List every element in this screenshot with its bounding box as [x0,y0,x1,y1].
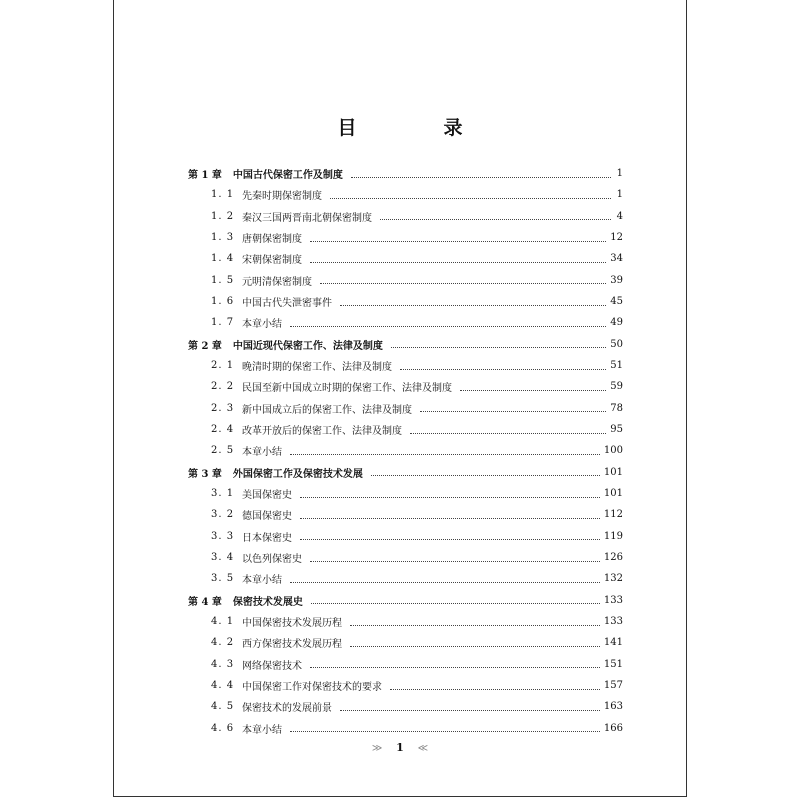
toc-entry-title: 改革开放后的保密工作、法律及制度 [242,426,402,438]
toc-section-entry[interactable] [188,504,623,525]
toc-section-entry[interactable] [188,696,623,717]
toc-entry-page: 166 [603,722,623,734]
toc-section-entry[interactable] [188,184,623,205]
toc-entry-page: 119 [603,530,623,542]
toc-chapter-entry[interactable] [188,590,623,611]
toc-entry-number: 第 1 章 [188,170,222,182]
toc-entry-title: 本章小结 [242,575,282,587]
toc-entry-number: 4. 6 [211,722,235,734]
dot-leader [350,645,600,647]
toc-entry-number: 1. 3 [211,232,235,244]
toc-section-entry[interactable] [188,355,623,376]
dot-leader [391,346,606,348]
toc-entry-page: 126 [603,552,623,564]
toc-entry-title: 保密技术发展史 [232,596,303,608]
toc-entry-page: 133 [603,594,623,606]
dot-leader [460,389,606,391]
toc-section-entry[interactable] [188,568,623,589]
toc-entry-number: 2. 4 [211,424,235,436]
toc-section-entry[interactable] [188,312,623,333]
toc-entry-number: 1. 4 [211,253,235,265]
toc-entry-page: 50 [610,338,623,350]
toc-section-entry[interactable] [188,632,623,653]
dot-leader [310,240,606,242]
toc-entry-number: 4. 3 [211,658,235,670]
dot-leader [311,602,600,604]
dot-leader [310,560,600,562]
toc-entry-number: 2. 3 [211,402,235,414]
toc-entry-title: 中国保密工作对保密技术的要求 [242,682,382,694]
toc-entry-title: 西方保密技术发展历程 [242,639,342,651]
toc-entry-title: 新中国成立后的保密工作、法律及制度 [242,404,412,416]
toc-section-entry[interactable] [188,419,623,440]
toc-entry-number: 1. 1 [211,189,235,201]
toc-entry-title: 德国保密史 [242,511,292,523]
toc-entry-title: 先秦时期保密制度 [242,191,322,203]
toc-entry-page: 163 [603,701,623,713]
toc-entry-page: 95 [610,424,623,436]
dot-leader [380,218,611,220]
toc-chapter-entry[interactable] [188,334,623,355]
toc-entry-page: 1 [616,168,623,180]
dot-leader [340,304,606,306]
toc-section-entry[interactable] [188,611,623,632]
toc-entry-number: 3. 5 [211,573,235,585]
toc-entry-page: 4 [616,210,623,222]
dot-leader [290,730,600,732]
toc-entry-page: 34 [610,253,623,265]
toc-entry-title: 宋朝保密制度 [242,255,302,267]
toc-section-entry[interactable] [188,206,623,227]
toc-entry-page: 1 [616,189,623,201]
toc-entry-page: 78 [610,402,623,414]
toc-entry-title: 中国古代失泄密事件 [242,298,332,310]
dot-leader [310,666,600,668]
toc-entry-page: 45 [610,296,623,308]
toc-entry-page: 101 [603,488,623,500]
toc-entry-number: 1. 7 [211,317,235,329]
toc-entry-page: 39 [610,274,623,286]
toc-section-entry[interactable] [188,248,623,269]
dot-leader [310,261,606,263]
toc-entry-number: 3. 2 [211,509,235,521]
toc-entry-number: 3. 1 [211,488,235,500]
dot-leader [410,432,606,434]
toc-entry-title: 保密技术的发展前景 [242,703,332,715]
toc-entry-page: 132 [603,573,623,585]
dot-leader [320,282,606,284]
toc-entry-title: 中国近现代保密工作、法律及制度 [232,340,383,352]
toc-section-entry[interactable] [188,654,623,675]
toc-chapter-entry[interactable] [188,163,623,184]
toc-entry-number: 1. 5 [211,274,235,286]
footer-left-ornament: ≫ [371,743,383,754]
toc-entry-page: 100 [603,445,623,457]
toc-entry-title: 民国至新中国成立时期的保密工作、法律及制度 [242,383,452,395]
toc-section-entry[interactable] [188,227,623,248]
table-of-contents [188,163,623,739]
toc-entry-title: 唐朝保密制度 [242,234,302,246]
dot-leader [300,496,600,498]
toc-entry-title: 元明清保密制度 [242,276,312,288]
toc-entry-number: 1. 6 [211,296,235,308]
toc-entry-number: 第 2 章 [188,340,222,352]
dot-leader [390,688,600,690]
dot-leader [300,517,600,519]
page-title: 目 录 [337,117,497,139]
toc-section-entry[interactable] [188,398,623,419]
toc-section-entry[interactable] [188,483,623,504]
toc-entry-number: 第 3 章 [188,468,222,480]
toc-entry-page: 51 [610,360,623,372]
toc-section-entry[interactable] [188,718,623,739]
toc-entry-title: 以色列保密史 [242,554,302,566]
dot-leader [300,538,600,540]
toc-entry-number: 2. 1 [211,360,235,372]
toc-entry-number: 4. 1 [211,616,235,628]
toc-entry-title: 晚清时期的保密工作、法律及制度 [242,362,392,374]
dot-leader [290,325,606,327]
toc-entry-number: 第 4 章 [188,596,222,608]
dot-leader [330,197,611,199]
toc-entry-page: 157 [603,680,623,692]
toc-entry-number: 3. 4 [211,552,235,564]
toc-section-entry[interactable] [188,291,623,312]
toc-entry-number: 3. 3 [211,530,235,542]
toc-entry-title: 本章小结 [242,319,282,331]
dot-leader [351,176,611,178]
toc-entry-title: 中国古代保密工作及制度 [232,170,343,182]
toc-entry-page: 59 [610,381,623,393]
dot-leader [371,474,600,476]
dot-leader [350,624,600,626]
toc-section-entry[interactable] [188,376,623,397]
dot-leader [290,581,600,583]
toc-entry-title: 网络保密技术 [242,660,302,672]
page-number: 1 [396,741,404,754]
dot-leader [340,709,600,711]
toc-entry-number: 1. 2 [211,210,235,222]
toc-entry-page: 151 [603,658,623,670]
toc-entry-title: 外国保密工作及保密技术发展 [232,468,363,480]
toc-entry-page: 101 [603,466,623,478]
dot-leader [420,410,606,412]
toc-entry-number: 2. 5 [211,445,235,457]
toc-entry-page: 12 [610,232,623,244]
toc-entry-title: 中国保密技术发展历程 [242,618,342,630]
toc-entry-page: 141 [603,637,623,649]
toc-entry-title: 本章小结 [242,447,282,459]
page-footer [0,741,800,754]
toc-entry-page: 112 [603,509,623,521]
toc-section-entry[interactable] [188,547,623,568]
toc-entry-page: 49 [610,317,623,329]
dot-leader [290,453,600,455]
toc-entry-page: 133 [603,616,623,628]
toc-section-entry[interactable] [188,440,623,461]
toc-entry-title: 日本保密史 [242,532,292,544]
toc-entry-number: 4. 4 [211,680,235,692]
toc-entry-number: 4. 5 [211,701,235,713]
dot-leader [400,368,606,370]
toc-entry-title: 本章小结 [242,724,282,736]
toc-entry-number: 2. 2 [211,381,235,393]
toc-entry-title: 秦汉三国两晋南北朝保密制度 [242,212,372,224]
toc-chapter-entry[interactable] [188,462,623,483]
toc-section-entry[interactable] [188,270,623,291]
toc-entry-title: 美国保密史 [242,490,292,502]
toc-section-entry[interactable] [188,526,623,547]
footer-right-ornament: ≪ [417,743,429,754]
toc-section-entry[interactable] [188,675,623,696]
toc-entry-number: 4. 2 [211,637,235,649]
